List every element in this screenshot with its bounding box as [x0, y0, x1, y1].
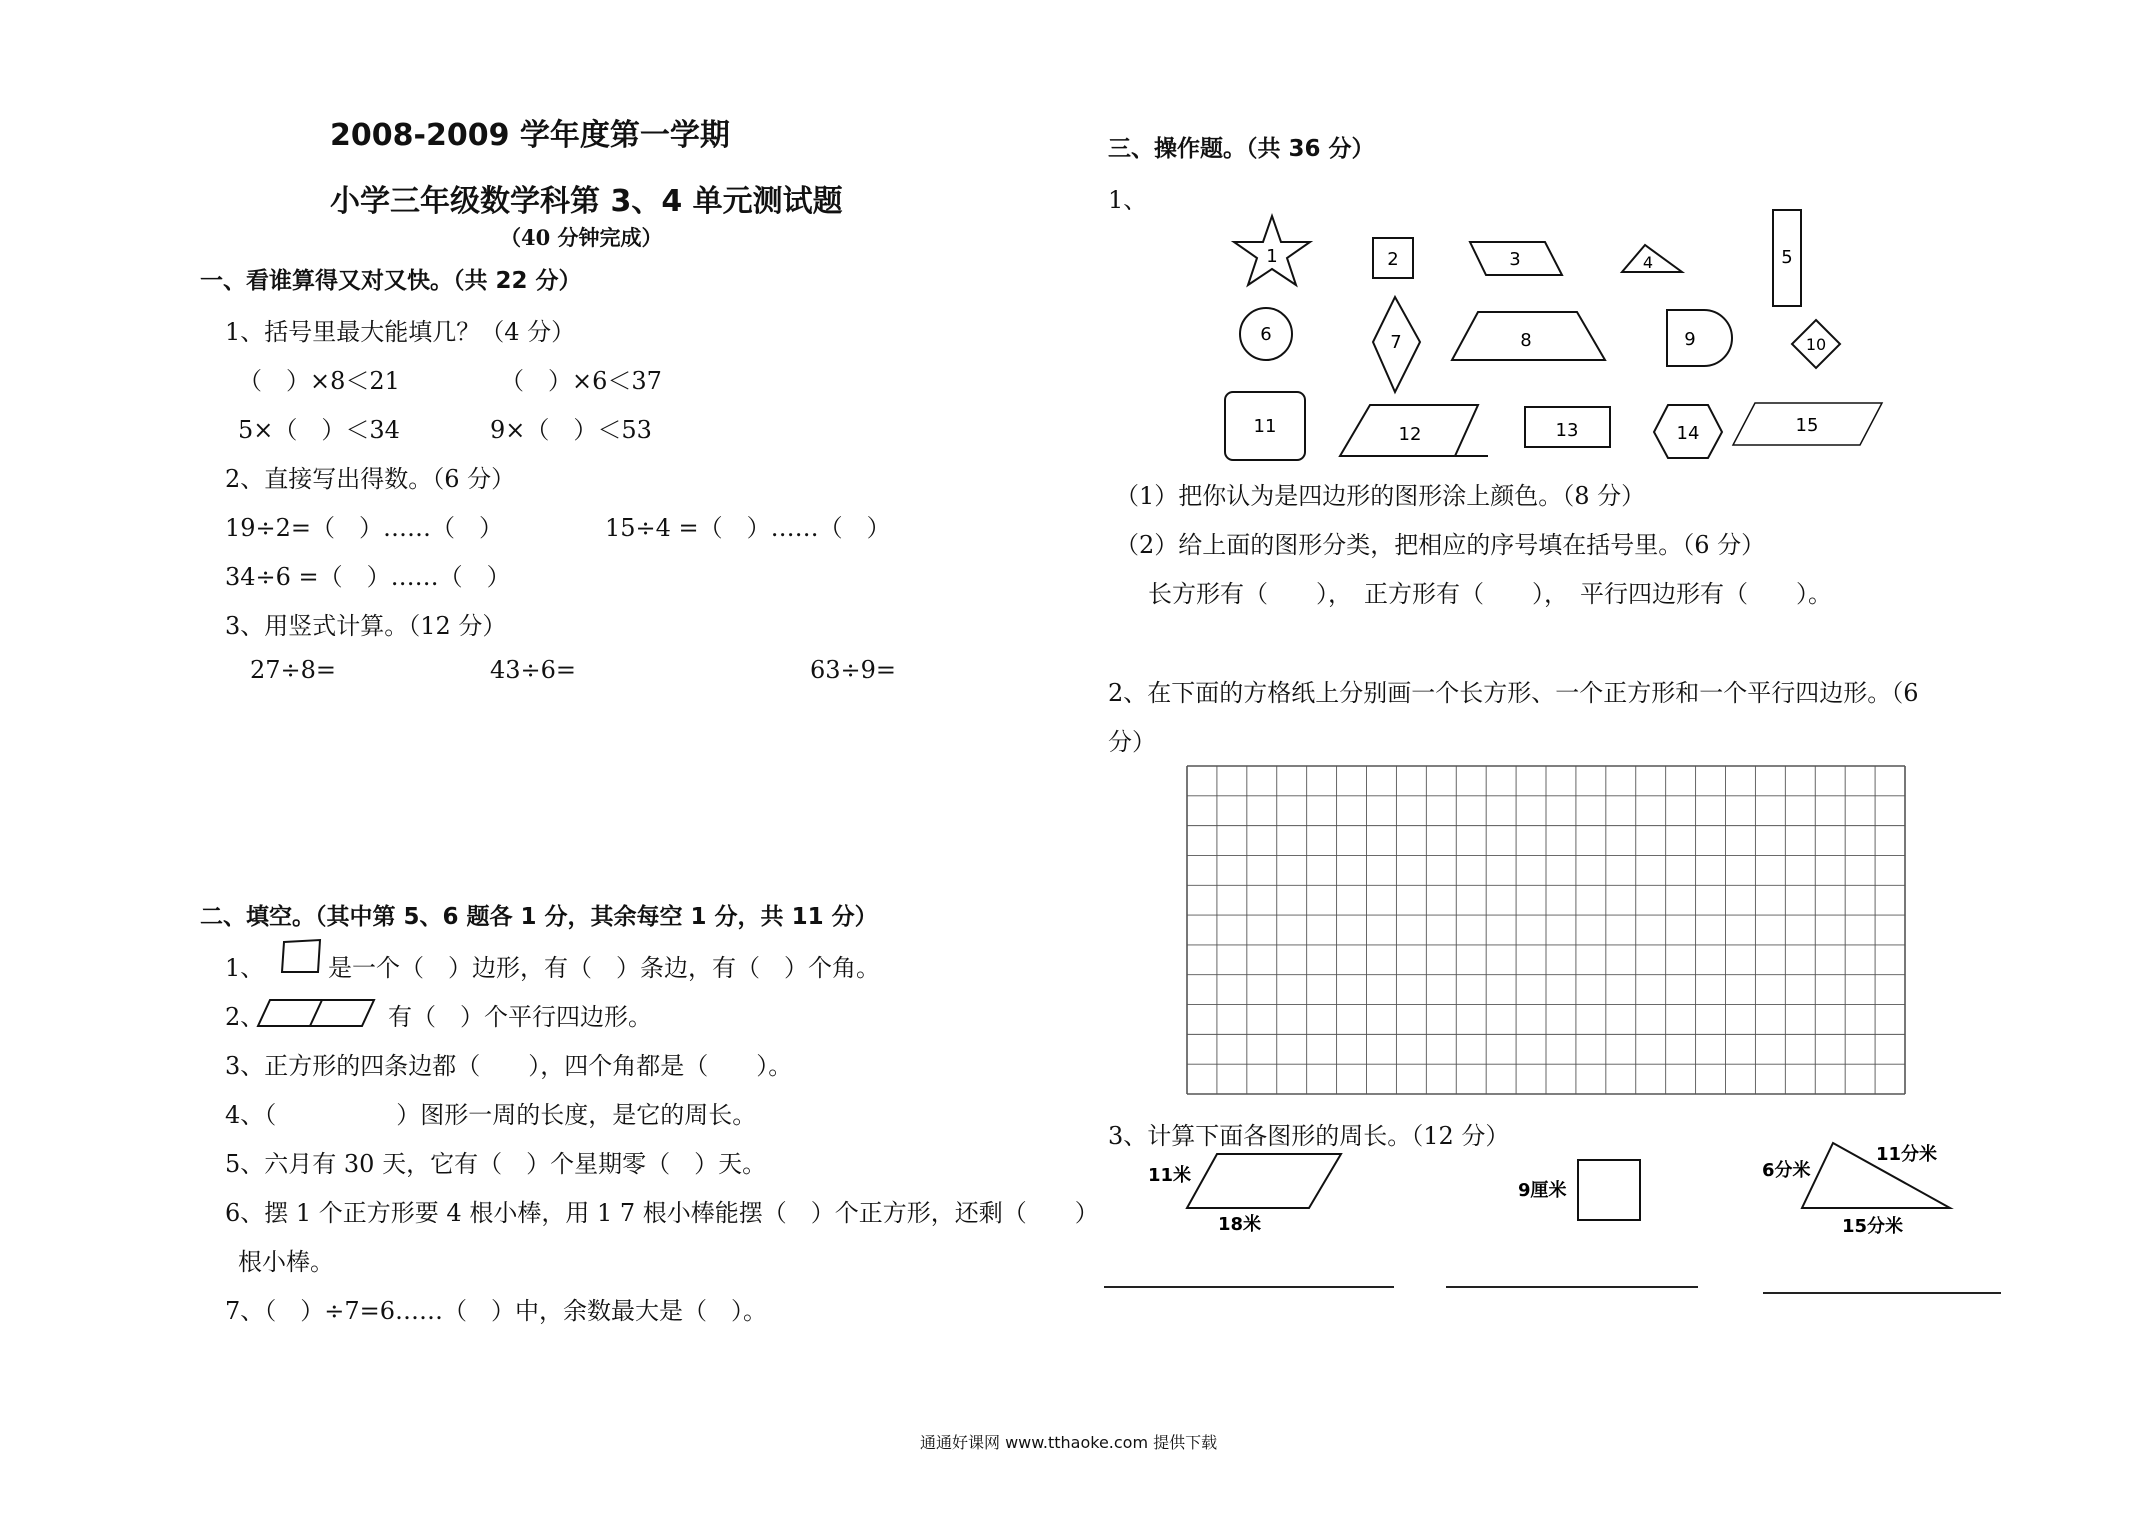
s1-q1-item-2: （ ）×6＜37: [500, 367, 662, 395]
s2-q6-line1: 6、摆 1 个正方形要 4 根小棒，用 1 7 根小棒能摆（ ）个正方形，还剩（ ）: [225, 1199, 1099, 1227]
para-side-label: 11米: [1148, 1165, 1192, 1186]
s1-q1-item-3: 5×（ ）＜34: [238, 416, 400, 444]
answer-line-1[interactable]: [1104, 1286, 1394, 1288]
s2-q6-line2: 根小棒。: [238, 1248, 334, 1276]
s1-q2-item-2: 15÷4 =（ ）……（ ）: [605, 514, 891, 542]
quadrilateral-figure: [278, 938, 324, 976]
shape-9-d-shape: [1667, 310, 1732, 366]
shape-13-rectangle: [1525, 407, 1610, 447]
shape-label-1: 1: [1266, 246, 1278, 267]
s1-q1-prompt: 1、括号里最大能填几？（4 分）: [225, 318, 576, 346]
answer-line-2[interactable]: [1446, 1286, 1698, 1288]
s3-q2-line2: 分）: [1108, 728, 1156, 756]
exam-title-line2: 小学三年级数学科第 3、4 单元测试题: [330, 184, 843, 219]
shape-8-trapezoid: [1452, 312, 1605, 360]
shape-label-15: 15: [1795, 415, 1819, 436]
section2-title: 二、填空。（其中第 5、6 题各 1 分，其余每空 1 分，共 11 分）: [200, 904, 878, 930]
tri-right-label: 11分米: [1876, 1144, 1938, 1165]
shape-5-tall-rectangle: [1773, 210, 1801, 306]
s2-q2-number: 2、: [225, 1003, 265, 1031]
footer-note: 通通好课网 www.tthaoke.com 提供下载: [920, 1433, 1218, 1452]
s1-q3-item-2: 43÷6=: [490, 656, 577, 684]
s1-q1-item-4: 9×（ ）＜53: [490, 416, 652, 444]
exam-title-line1: 2008-2009 学年度第一学期: [330, 118, 730, 153]
shape-4-triangle: [1622, 245, 1682, 272]
shape-label-14: 14: [1676, 423, 1700, 444]
s2-q3: 3、正方形的四条边都（ ），四个角都是（ ）。: [225, 1052, 793, 1080]
s1-q3-item-3: 63÷9=: [810, 656, 897, 684]
perimeter-parallelogram: [1148, 1154, 1341, 1235]
shape-10-rhombus: [1792, 320, 1840, 368]
tri-left-label: 6分米: [1762, 1160, 1811, 1181]
shape-6-circle: [1240, 308, 1292, 360]
perimeter-figures: [1140, 1140, 2010, 1260]
answer-line-3[interactable]: [1763, 1292, 2001, 1294]
shape-2-square: [1373, 238, 1413, 278]
s3-q1-sub2: （2）给上面的图形分类，把相应的序号填在括号里。（6 分）: [1115, 531, 1766, 559]
shape-label-4: 4: [1642, 253, 1654, 272]
para-base-label: 18米: [1218, 1214, 1262, 1235]
s2-q1-number: 1、: [225, 954, 265, 982]
shape-11-rounded-square: [1225, 392, 1305, 460]
section3-title: 三、操作题。（共 36 分）: [1108, 136, 1375, 162]
shape-3-parallelogram: [1470, 242, 1562, 275]
shape-label-3: 3: [1509, 249, 1521, 270]
s2-q7: 7、（ ）÷7=6……（ ）中，余数最大是（ ）。: [225, 1297, 768, 1325]
shapes-panel: [1200, 200, 1900, 470]
s1-q3-prompt: 3、用竖式计算。（12 分）: [225, 612, 507, 640]
shape-12-parallelogram: [1340, 405, 1488, 456]
s3-q1-number: 1、: [1108, 186, 1148, 214]
s3-q2-line1: 2、在下面的方格纸上分别画一个长方形、一个正方形和一个平行四边形。（6: [1108, 679, 1919, 707]
shape-label-12: 12: [1398, 424, 1422, 445]
shape-label-5: 5: [1781, 247, 1793, 268]
shape-label-9: 9: [1684, 329, 1696, 350]
s1-q2-item-3: 34÷6 =（ ）……（ ）: [225, 563, 511, 591]
s3-q1-sub1: （1）把你认为是四边形的图形涂上颜色。（8 分）: [1115, 482, 1646, 510]
s2-q5: 5、六月有 30 天，它有（ ）个星期零（ ）天。: [225, 1150, 767, 1178]
s1-q2-prompt: 2、直接写出得数。（6 分）: [225, 465, 516, 493]
shape-label-7: 7: [1390, 332, 1402, 353]
s1-q1-item-1: （ ）×8＜21: [238, 367, 400, 395]
time-note: （40 分钟完成）: [500, 225, 663, 250]
shape-label-11: 11: [1253, 416, 1277, 437]
square-side-label: 9厘米: [1518, 1180, 1567, 1201]
parallelogram-strip-figure: [256, 996, 378, 1030]
shape-1-star: [1234, 216, 1310, 285]
shape-7-kite: [1373, 297, 1420, 392]
s3-q1-fill: 长方形有（ ）， 正方形有（ ）， 平行四边形有（ ）。: [1148, 580, 1832, 608]
shape-label-2: 2: [1387, 249, 1399, 270]
grid-paper[interactable]: [1186, 765, 1906, 1095]
shape-label-13: 13: [1555, 420, 1579, 441]
shape-14-hexagon: [1654, 405, 1722, 458]
s2-q1-text: 是一个（ ）边形，有（ ）条边，有（ ）个角。: [328, 954, 880, 982]
perimeter-square: [1518, 1160, 1640, 1220]
s2-q2-text: 有（ ）个平行四边形。: [388, 1003, 652, 1031]
tri-base-label: 15分米: [1842, 1216, 1904, 1237]
s2-q4: 4、（ ）图形一周的长度，是它的周长。: [225, 1101, 757, 1129]
s1-q3-item-1: 27÷8=: [250, 656, 337, 684]
shape-label-10: 10: [1805, 335, 1827, 354]
shape-label-8: 8: [1520, 330, 1532, 351]
perimeter-triangle: [1762, 1143, 1950, 1237]
s1-q2-item-1: 19÷2=（ ）……（ ）: [225, 514, 504, 542]
s3-q3: 3、计算下面各图形的周长。（12 分）: [1108, 1122, 1510, 1150]
shape-15-parallelogram: [1733, 403, 1882, 445]
section1-title: 一、看谁算得又对又快。（共 22 分）: [200, 268, 582, 294]
shape-label-6: 6: [1260, 324, 1272, 345]
